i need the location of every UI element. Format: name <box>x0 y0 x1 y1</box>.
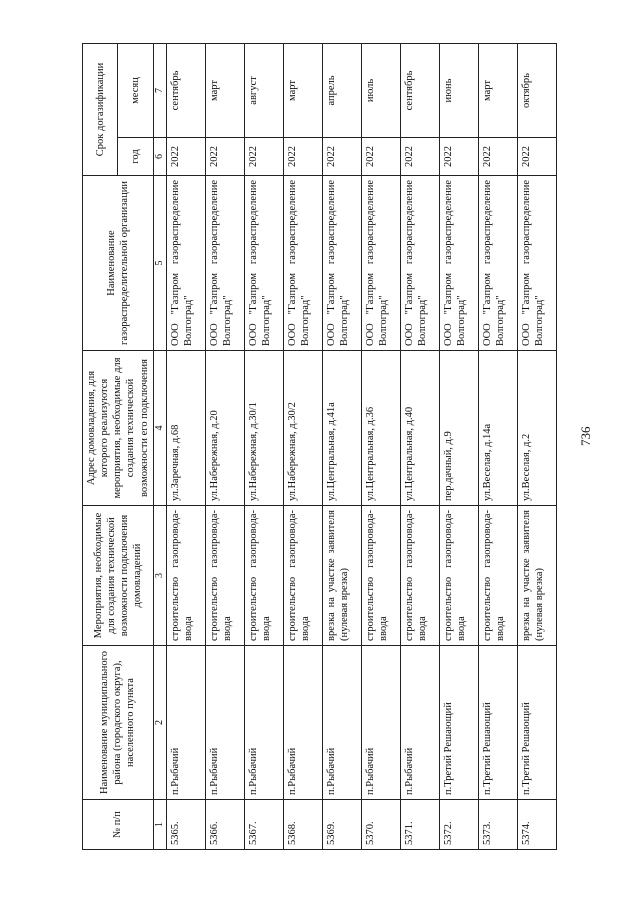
organization-cell: ООО "Газпром газораспределение Волгоград" <box>362 176 401 351</box>
organization-cell: ООО "Газпром газораспределение Волгоград" <box>440 176 479 351</box>
gasification-table-container <box>82 44 640 850</box>
table-row <box>518 43 557 849</box>
table-row <box>323 43 362 849</box>
table-row <box>284 43 323 849</box>
page-number: 736 <box>578 426 593 446</box>
column-number: 4 <box>153 351 167 506</box>
address-cell: ул.Центральная, д.40 <box>401 351 440 506</box>
year-cell: 2022 <box>440 138 479 176</box>
locality-cell: п.Рыбачий <box>323 646 362 800</box>
table-row <box>245 43 284 849</box>
year-cell: 2022 <box>479 138 518 176</box>
month-cell: сентябрь <box>167 43 206 137</box>
table-row <box>206 43 245 849</box>
organization-cell: ООО "Газпром газораспределение Волгоград" <box>479 176 518 351</box>
measure-cell: строительство газопровода-ввода <box>167 506 206 646</box>
organization-cell: ООО "Газпром газораспределение Волгоград" <box>323 176 362 351</box>
column-number: 3 <box>153 506 167 646</box>
measure-cell: строительство газопровода-ввода <box>401 506 440 646</box>
month-cell: сентябрь <box>401 43 440 137</box>
month-cell: октябрь <box>518 43 557 137</box>
organization-cell: ООО "Газпром газораспределение Волгоград" <box>284 176 323 351</box>
organization-cell: ООО "Газпром газораспределение Волгоград" <box>167 176 206 351</box>
locality-cell: п.Рыбачий <box>284 646 323 800</box>
month-cell: март <box>479 43 518 137</box>
organization-cell: ООО "Газпром газораспределение Волгоград" <box>206 176 245 351</box>
measure-cell: строительство газопровода-ввода <box>440 506 479 646</box>
header-year: год <box>118 138 153 176</box>
month-cell: июль <box>362 43 401 137</box>
address-cell: ул.Набережная, д.30/1 <box>245 351 284 506</box>
table-body <box>167 43 557 849</box>
address-cell: ул.Заречная, д.68 <box>167 351 206 506</box>
header-organization: Наименование газораспределительной организации <box>83 176 154 351</box>
locality-cell: п.Рыбачий <box>362 646 401 800</box>
row-number: 5373. <box>479 800 518 850</box>
year-cell: 2022 <box>323 138 362 176</box>
address-cell: ул.Веселая, д.2 <box>518 351 557 506</box>
month-cell: март <box>206 43 245 137</box>
organization-cell: ООО "Газпром газораспределение Волгоград" <box>401 176 440 351</box>
locality-cell: п.Третий Решающий <box>479 646 518 800</box>
row-number: 5370. <box>362 800 401 850</box>
measure-cell: строительство газопровода-ввода <box>479 506 518 646</box>
measure-cell: врезка на участке заявителя (нулевая врезка) <box>323 506 362 646</box>
year-cell: 2022 <box>362 138 401 176</box>
measure-cell: строительство газопровода-ввода <box>206 506 245 646</box>
measure-cell: строительство газопровода-ввода <box>362 506 401 646</box>
row-number: 5374. <box>518 800 557 850</box>
row-number: 5369. <box>323 800 362 850</box>
column-number: 6 <box>153 138 167 176</box>
locality-cell: п.Третий Решающий <box>440 646 479 800</box>
column-number: 5 <box>153 176 167 351</box>
address-cell: ул.Веселая, д.14а <box>479 351 518 506</box>
address-cell: пер.дачный, д.9 <box>440 351 479 506</box>
gasification-table <box>82 43 557 850</box>
column-number-row <box>153 43 167 849</box>
locality-cell: п.Рыбачий <box>167 646 206 800</box>
row-number: 5371. <box>401 800 440 850</box>
address-cell: ул.Центральная, д.36 <box>362 351 401 506</box>
table-row <box>362 43 401 849</box>
address-cell: ул.Набережная, д.30/2 <box>284 351 323 506</box>
locality-cell: п.Рыбачий <box>206 646 245 800</box>
month-cell: август <box>245 43 284 137</box>
measure-cell: строительство газопровода-ввода <box>284 506 323 646</box>
month-cell: март <box>284 43 323 137</box>
month-cell: апрель <box>323 43 362 137</box>
header-measures: Мероприятия, необходимые для создания технической возможности подключения домовладений <box>83 506 154 646</box>
column-number: 1 <box>153 800 167 850</box>
year-cell: 2022 <box>284 138 323 176</box>
header-deadline: Срок догазификации <box>83 43 118 175</box>
month-cell: июнь <box>440 43 479 137</box>
row-number: 5365. <box>167 800 206 850</box>
table-row <box>401 43 440 849</box>
row-number: 5368. <box>284 800 323 850</box>
year-cell: 2022 <box>401 138 440 176</box>
address-cell: ул.Центральная, д.41а <box>323 351 362 506</box>
measure-cell: врезка на участке заявителя (нулевая врезка) <box>518 506 557 646</box>
address-cell: ул.Набережная, д.20 <box>206 351 245 506</box>
row-number: 5367. <box>245 800 284 850</box>
column-number: 7 <box>153 43 167 137</box>
row-number: 5372. <box>440 800 479 850</box>
row-number: 5366. <box>206 800 245 850</box>
locality-cell: п.Рыбачий <box>245 646 284 800</box>
locality-cell: п.Рыбачий <box>401 646 440 800</box>
year-cell: 2022 <box>518 138 557 176</box>
year-cell: 2022 <box>206 138 245 176</box>
year-cell: 2022 <box>167 138 206 176</box>
header-month: месяц <box>118 43 153 137</box>
table-row <box>440 43 479 849</box>
header-district: Наименование муниципального района (городского округа), населенного пункта <box>83 646 154 800</box>
organization-cell: ООО "Газпром газораспределение Волгоград" <box>518 176 557 351</box>
header-address: Адрес домовладения, для которого реализуются мероприятия, необходимые для создания технической возможности его подключения <box>83 351 154 506</box>
header-number: № п/п <box>83 800 154 850</box>
locality-cell: п.Третий Решающий <box>518 646 557 800</box>
table-row <box>167 43 206 849</box>
year-cell: 2022 <box>245 138 284 176</box>
measure-cell: строительство газопровода-ввода <box>245 506 284 646</box>
column-number: 2 <box>153 646 167 800</box>
organization-cell: ООО "Газпром газораспределение Волгоград" <box>245 176 284 351</box>
table-row <box>479 43 518 849</box>
